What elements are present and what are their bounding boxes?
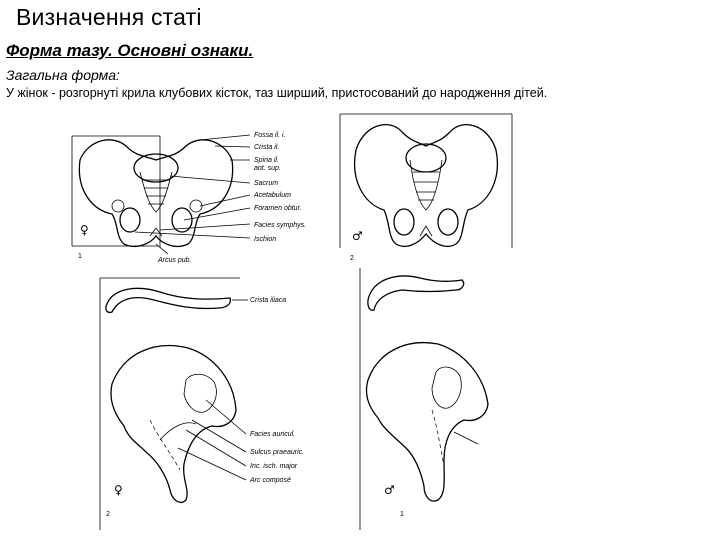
label-facies-auricul: Facies auricul. [250, 431, 296, 438]
male-symbol-top: ♂ [352, 229, 363, 243]
female-description: У жінок - розгорнуті крила клубових кісток, таз ширший, пристосований до народження дітей. [6, 86, 548, 100]
male-hip-lateral [360, 268, 488, 530]
figure-number-1-top: 1 [78, 253, 82, 260]
general-form-label: Загальна форма: [6, 67, 120, 83]
label-crista-il: Crista il. [254, 144, 280, 151]
figure-number-1-bottom: 1 [400, 511, 404, 518]
bottom-label-lines [178, 300, 248, 480]
label-fossa-il: Fossa il. i. [254, 132, 286, 139]
female-pelvis-front [72, 136, 233, 248]
figure-number-2-top: 2 [350, 255, 354, 262]
label-foramen-obtur: Foramen obtur. [254, 205, 302, 212]
label-spina-il: Spina il. [254, 157, 279, 164]
slide-title: Визначення статі [16, 4, 202, 30]
label-crista-iliaca: Crista iliaca [250, 297, 287, 304]
label-sacrum: Sacrum [254, 180, 279, 187]
slide-subtitle: Форма тазу. Основні ознаки. [6, 41, 254, 60]
label-acetabulum: Acetabulum [254, 192, 291, 199]
label-ant-sup: ant. sup. [254, 165, 281, 172]
figure-number-2-bottom: 2 [106, 511, 110, 518]
male-symbol-bottom: ♂ [384, 483, 395, 497]
female-symbol-bottom: ♀ [114, 483, 123, 497]
label-arcus-pub: Arcus pub. [158, 257, 192, 264]
label-sulcus-praeauric: Sulcus praeauric. [250, 449, 305, 456]
male-pelvis-front [340, 114, 512, 248]
label-inc-isch-major: Inc. isch. major [250, 463, 298, 470]
label-arc-compose: Arc composé [250, 477, 291, 484]
female-symbol-top: ♀ [80, 223, 89, 237]
label-ischion: Ischion [254, 236, 277, 243]
label-facies-symphys: Facies symphys. [254, 222, 307, 229]
